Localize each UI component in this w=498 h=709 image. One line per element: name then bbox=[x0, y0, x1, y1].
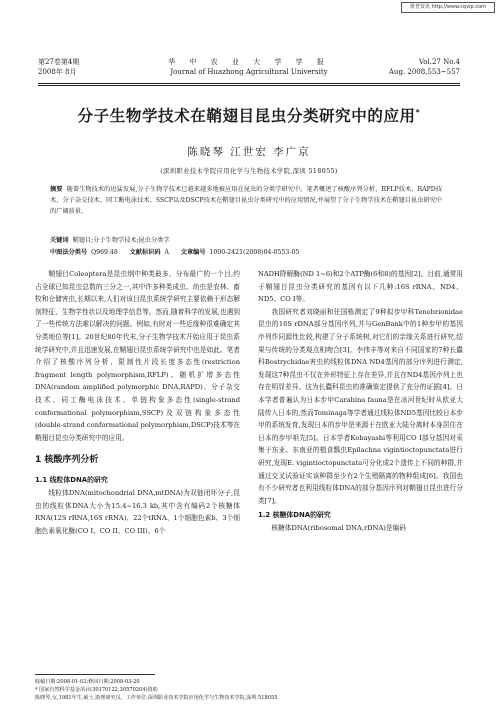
mtdna-paragraph: 线粒体DNA(mitochondrial DNA,mtDNA)为双链闭环分子,昆虫的线粒体DNA大小为15.4~16.3 kb,其中含有编码2个核糖体RNA(12S rRNA,16S rRNA)、22个tRNA、1个细胞色素b、3个细胞色素氧化酶(CO I、CO II、CO III)、6个 bbox=[35, 488, 240, 535]
keywords bbox=[50, 236, 442, 246]
article-id-label: 文章编号 bbox=[180, 249, 206, 256]
section-heading-1: 1 核酸序列分析 bbox=[35, 455, 99, 466]
body-column-right bbox=[258, 268, 463, 534]
title-footnote-mark: * bbox=[415, 107, 421, 117]
abstract-label: 摘要 bbox=[50, 186, 63, 193]
journal-name-en: Journal of Huazhong Agricultural University bbox=[170, 68, 328, 76]
paper-title bbox=[30, 104, 468, 126]
keywords-label: 关键词 bbox=[50, 237, 69, 244]
footnote-author-bio: 陈晓琴,女,1981年生,硕士,助理研究员。工作单位:深圳职业技术学院应用化学与生物技术学院,深圳 518055 bbox=[35, 695, 278, 701]
authors: 陈晓琴 江世宏 李广京 bbox=[187, 146, 311, 158]
date-cn: 2008年 8月 bbox=[38, 68, 77, 76]
intro-paragraph: 鞘翅目Coleoptera是昆虫纲中种类最多、分布最广的一个目,约占全球已知昆虫总数的三分之一,其中许多种类成虫、幼虫是农林、畜牧和仓储害虫,长期以来,人们对该目昆虫系统学研究主要依赖于形态解剖特征、生物学性状以及地理学信息等。然而,随着科学的发展,也遇到了一些传统方法难以解决的问题。例如,有时对一些近缘种很难确定其分类地位等[1]。20世纪80年代末,分子生物学技术开始应用于昆虫系统学研究中,并且迅速发展,在鞘翅目昆虫系统学研究中也是如此。笔者介绍了核酸序列分析、限制性片段长度多态性(restriction fragment length polymorphism,RFLP)、随机扩增多态性DNA(random amplified polymorphic DNA,RAPD)、分子杂交技术、同工酶电泳技术、单链构象多态性(single-strand conformational polymorphism,SSCP)及双链构象多态性(double-strand conformational polymorphism,DSCP)技术等在鞘翅目昆虫分类研究中的应用。 bbox=[35, 270, 240, 442]
subsection-heading-1-2: 1.2 核糖体DNA的研究 bbox=[258, 511, 331, 520]
journal-name bbox=[138, 57, 360, 77]
affiliation: (深圳职业技术学院应用化学与生物技术学院,深圳 518055) bbox=[160, 168, 338, 175]
research-paragraph: 我国研究者刘晓丽和任国栋测定了9种拟步甲科Tenebrionidae昆虫的16S rDNA部分基因序列,并与GenBank中的1种步甲的基因序列作同源性比较,构建了分子系统树,对它们的亲缘关系进行研究,结果与传统的分类观点相吻合[3]。李伟丰等对来自不同国家的7种长蠹科Bostrychidae害虫的线粒体DNA ND4基因的部分序列进行测定,发现这7种昆虫不仅在外形特征上存在差异,并且在ND4基因序列上也存在明显差异。这为长蠹科昆虫的准确鉴定提供了充分的证据[4]。日本学者普遍认为日本步甲Carabina fauna是在冰河世纪时从欧亚大陆传入日本的,然而Tominaga等学者通过线粒体ND5基因比较日本步甲的系统发育,发现日本的步甲是来源于在欧亚大陆分离时本身居住在日本的步甲祖先[5]。日本学者Kobayashi等利用CO I部分基因对采集于东亚、东南亚的植食瓢虫Epilachna vigintioctopunctata进行研究,发现E. vigintioctopunctata可分化成2个遗传上不同的种群,并通过交叉试验证实该种群至少有2个生殖隔离的物种组成[6]。我国也有不少研究者也利用线粒体DNA的部分基因序列对鞘翅目昆虫进行分类[7]。 bbox=[258, 307, 463, 505]
volume-en: Vol.27 No.4 bbox=[418, 58, 460, 66]
abstract-text: 随着生物技术的迅猛发展,分子生物学技术已越来越多地被应用在昆虫的分类学研究中。笔者概述了核酸序列分析、RFLP技术、RAPD技术、分子杂交技术、同工酶电泳技术、SSCP以及DSCP技术在鞘翅目昆虫分类研究中的应用情况,并展望了分子生物学技术在鞘翅目昆虫研究中的广阔前景。 bbox=[50, 186, 442, 215]
abstract bbox=[50, 184, 442, 217]
journal-issue-info-en bbox=[389, 57, 460, 77]
journal-header bbox=[38, 57, 460, 81]
article-id-value: 1000-2421(2008)04-0553-05 bbox=[209, 249, 300, 256]
keywords-text: 鞘翅目;分子生物学技术;昆虫分类学 bbox=[72, 237, 170, 244]
continuation-paragraph: NADH降解酶(ND 1~6)和2个ATP酶(6和8)的基因[2]。目前,通常用于鞘翅目昆虫分类研究的基因有以下几种:16S rRNA、ND4、ND5、CO I等。 bbox=[258, 270, 463, 304]
header-rule-top bbox=[38, 83, 460, 84]
footnote-received: 收稿日期:2008-01-03;修回日期:2008-03-20 bbox=[35, 679, 140, 685]
clc-label: 中图法分类号 bbox=[50, 249, 88, 256]
paper-title-text: 分子生物学技术在鞘翅目昆虫分类研究中的应用 bbox=[77, 107, 416, 125]
download-stamp: 维普资讯 http://www.cqvip.com bbox=[401, 2, 495, 13]
rdna-paragraph: 核糖体DNA(ribosomal DNA,rDNA)是编码 bbox=[271, 523, 406, 532]
footnote-rule bbox=[35, 674, 155, 675]
clc-value: Q969.48 bbox=[91, 249, 118, 256]
classification-row bbox=[50, 248, 442, 258]
header-rule-bottom bbox=[38, 85, 460, 86]
footnote-funding: * 国家自然科学基金项目(30170122,30570204)资助 bbox=[35, 687, 158, 693]
doc-code-label: 文献标识码 bbox=[129, 249, 161, 256]
body-column-left bbox=[35, 268, 240, 537]
doc-code-value: A bbox=[164, 249, 169, 256]
journal-issue-info-cn bbox=[38, 57, 79, 77]
journal-name-cn: 华 中 农 业 大 学 学 报 bbox=[168, 58, 330, 66]
subsection-heading-1-1: 1.1 线粒体DNA的研究 bbox=[35, 476, 108, 485]
volume-cn: 第27卷第4期 bbox=[38, 58, 80, 66]
date-en: Aug. 2008,553~557 bbox=[388, 68, 460, 76]
